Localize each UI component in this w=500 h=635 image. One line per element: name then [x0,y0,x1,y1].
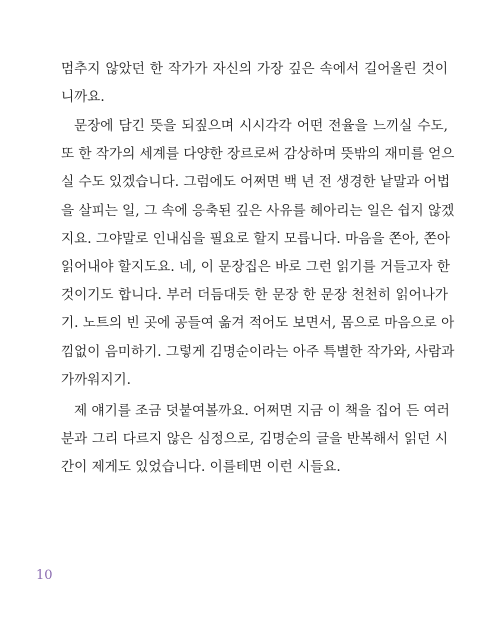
paragraph-1 [61,55,448,111]
text-line: 읽어내야 할지도요. 네, 이 문장집은 바로 그런 읽기를 거들고자 한 [61,258,450,275]
text-line: 제 얘기를 조금 덧붙여볼까요. 어쩌면 지금 이 책을 집어 든 여러 [74,403,450,419]
text-line: 을 살피는 일, 그 속에 응축된 깊은 사유를 헤아리는 일은 쉽지 않겠 [61,202,455,219]
page-number: 10 [36,568,53,583]
text-line: 멈추지 않았던 한 작가가 자신의 가장 깊은 속에서 길어올린 것이 [61,61,448,77]
text-line: 니까요. [61,89,105,106]
text-line: 지요. 그야말로 인내심을 필요로 할지 모릅니다. 마음을 쫀아, 쫀아 [61,230,450,247]
text-line: 분과 그리 다르지 않은 심정으로, 김명순의 글을 반복해서 읽던 시 [61,431,448,448]
text-line: 가까워지기. [61,371,131,388]
text-line: 기. 노트의 빈 곳에 공들여 옮겨 적어도 보면서, 몸으로 마음으로 아 [61,315,455,332]
text-line: 문장에 담긴 뜻을 되짚으며 시시각각 어떤 전율을 느끼실 수도, [74,118,448,134]
text-line: 간이 제게도 있었습니다. 이를테면 이런 시들요. [61,459,341,476]
text-line: 또 한 작가의 세계를 다양한 장르로써 감상하며 뜻밖의 재미를 얻으 [61,146,455,163]
paragraph-2 [61,112,455,394]
text-line: 것이기도 합니다. 부러 더듬대듯 한 문장 한 문장 천천히 읽어나가 [61,287,448,304]
text-line: 낌없이 음미하기. 그렇게 김명순이라는 아주 특별한 작가와, 사람과 [61,343,455,360]
text-line: 실 수도 있겠습니다. 그럼에도 어쩌면 백 년 전 생경한 낱말과 어법 [61,174,450,191]
paragraph-3 [61,397,448,482]
